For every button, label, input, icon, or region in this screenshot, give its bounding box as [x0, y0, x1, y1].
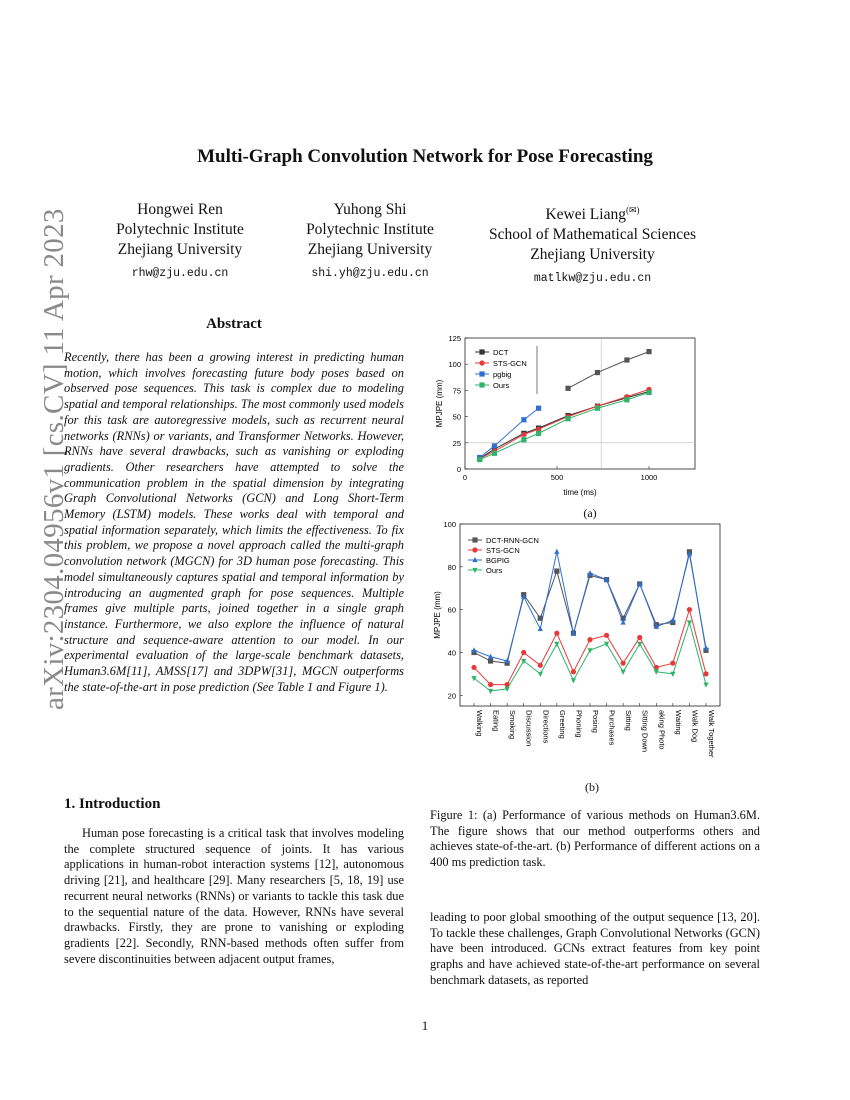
data-point	[565, 416, 570, 421]
legend-label: Ours	[486, 566, 503, 575]
data-point	[670, 617, 675, 622]
author-name: Yuhong Shi	[333, 201, 407, 218]
category-label: Purchases	[607, 710, 617, 746]
data-point	[621, 661, 626, 666]
legend-marker	[479, 360, 484, 365]
author-block-2	[290, 200, 450, 284]
page-number: 1	[421, 1018, 429, 1033]
author-name: Kewei Liang(✉)	[545, 205, 640, 224]
data-point	[621, 670, 626, 675]
data-point	[571, 678, 576, 683]
data-point	[646, 390, 651, 395]
data-point	[492, 443, 497, 448]
chart-a-performance-vs-time	[430, 330, 700, 505]
legend-marker	[479, 349, 484, 354]
category-label: Sitting	[624, 710, 634, 731]
data-point	[624, 397, 629, 402]
series-line	[474, 552, 706, 661]
data-point	[538, 663, 543, 668]
author-block-3	[470, 200, 715, 289]
author-affiliation: Polytechnic Institute	[116, 221, 244, 238]
data-point	[536, 431, 541, 436]
legend-marker	[479, 382, 484, 387]
data-point	[471, 665, 476, 670]
data-point	[587, 637, 592, 642]
series-line	[568, 352, 649, 389]
data-point	[554, 631, 559, 636]
legend-marker	[479, 371, 484, 376]
data-point	[492, 451, 497, 456]
chart-a-label: (a)	[583, 506, 597, 520]
author-email[interactable]: shi.yh@zju.edu.cn	[311, 267, 429, 280]
author-affiliation: Zhejiang University	[307, 241, 433, 258]
data-point	[521, 437, 526, 442]
series-line	[474, 552, 706, 663]
legend-label: STS-GCN	[493, 359, 527, 368]
chart-b-performance-by-action	[430, 518, 730, 780]
y-tick-label: 80	[447, 562, 456, 572]
data-point	[554, 569, 559, 574]
data-point	[587, 570, 592, 575]
data-point	[488, 689, 493, 694]
data-point	[687, 607, 692, 612]
data-point	[536, 406, 541, 411]
paper-title: Multi-Graph Convolution Network for Pose Forecasting	[197, 146, 653, 167]
data-point	[488, 658, 493, 663]
data-point	[521, 432, 526, 437]
legend-label: DCT-RNN-GCN	[486, 536, 539, 545]
data-point	[554, 549, 559, 554]
y-tick-label: 20	[447, 691, 456, 701]
chart-b-label: (b)	[585, 780, 599, 794]
category-label: Greeting	[557, 710, 567, 739]
data-point	[670, 672, 675, 677]
legend-label: DCT	[493, 348, 509, 357]
data-point	[687, 620, 692, 625]
data-point	[521, 417, 526, 422]
category-label: Discussion	[524, 710, 534, 747]
category-label: Sitting Down	[640, 710, 650, 753]
data-point	[670, 661, 675, 666]
x-tick-label: 500	[550, 473, 564, 482]
figure-caption: Figure 1: (a) Performance of various methods on Human3.6M. The figure shows that our method outperforms others and achieves state-of-the-art. (b) Performance of different actions on a 400 ms prediction task.	[430, 808, 760, 870]
data-point	[624, 357, 629, 362]
category-label: Walking	[475, 710, 484, 737]
abstract-heading: Abstract	[206, 316, 262, 332]
y-axis-label: MPJPE (mm)	[433, 591, 442, 639]
legend-label: pgbig	[493, 370, 512, 379]
data-point	[471, 676, 476, 681]
author-affiliation: Zhejiang University	[117, 241, 243, 258]
category-label: Walk Together	[707, 710, 716, 758]
author-affiliation: School of Mathematical Sciences	[488, 226, 697, 244]
author-email[interactable]: matlkw@zju.edu.cn	[533, 272, 652, 286]
y-tick-label: 125	[448, 334, 461, 343]
y-axis-label: MPJPE (mm)	[435, 379, 444, 428]
legend-marker	[472, 547, 477, 552]
data-point	[595, 370, 600, 375]
legend-label: Ours	[493, 381, 510, 390]
abstract-text: Recently, there has been a growing interest in predicting human motion, which involves forecasting future body poses based on observed pose sequences. This task is complex due to modeling spatial and temporal relationships. The most commonly used models for this task are autoregressive models, such as recurrent neural networks (RNNs) or variants, and Transformer Networks. However, RNNs have several drawbacks, such as vanishing or exploding gradients. Other researchers have attempted to solve the communication problem in the spatial dimension by integrating Graph Convolutional Networks (GCN) and Long Short-Term Memory (LSTM) models. These works deal with temporal and spatial information separately, which limits the effectiveness. To fix this problem, we propose a novel approach called the multi-graph convolution network (MGCN) for 3D human pose forecasting. This model simultaneously captures spatial and temporal information by introducing an augmented graph for pose sequences. Multiple frames give multiple parts, joined together in a single graph instance. Furthermore, we also explore the influence of natural structure and sequence-aware attention to our model. In our experimental evaluation of the large-scale benchmark datasets, Human3.6M[11], AMSS[17] and 3DPW[31], MGCN outperforms the state-of-the-art in pose prediction (See Table 1 and Figure 1).	[64, 350, 404, 694]
author-name: Hongwei Ren	[137, 201, 223, 218]
data-point	[646, 349, 651, 354]
y-tick-label: 25	[452, 438, 461, 448]
category-label: aking Photo	[657, 710, 667, 750]
author-email[interactable]: rhw@zju.edu.cn	[131, 267, 229, 280]
data-point	[703, 645, 708, 650]
data-point	[538, 672, 543, 677]
data-point	[521, 650, 526, 655]
data-point	[604, 633, 609, 638]
arxiv-identifier: arXiv:2304.04956v1 [cs.CV] 11 Apr 2023	[38, 208, 70, 710]
author-affiliation: Zhejiang University	[530, 246, 655, 264]
y-tick-label: 100	[443, 520, 456, 529]
author-block-1	[100, 200, 260, 284]
author-affiliation: Polytechnic Institute	[306, 221, 434, 238]
section-heading-introduction: 1. Introduction	[64, 796, 161, 812]
x-tick-label: 0	[462, 473, 468, 482]
data-point	[538, 626, 543, 631]
data-point	[703, 682, 708, 687]
data-point	[477, 457, 482, 462]
legend-marker	[472, 537, 477, 542]
y-tick-label: 40	[447, 648, 456, 658]
category-label: Eating	[491, 710, 501, 732]
envelope-icon: (✉)	[625, 205, 640, 215]
x-tick-label: 1000	[640, 473, 658, 482]
introduction-text: Human pose forecasting is a critical task that involves modeling the complete structured sequence of joints. It has various applications in human-robot interaction systems [12], autonomous driving [21], and healthcare [29]. Many researchers [5, 18, 19] use recurrent neural networks (RNNs) or variants to tackle this task due to the sequential nature of the data. However, RNNs have several drawbacks. Firstly, they are prone to vanishing or exploding gradients [22]. Secondly, RNN-based methods often suffer from severe discontinuities between adjacent output frames,	[64, 826, 404, 966]
y-tick-label: 60	[447, 605, 456, 615]
plot-frame	[465, 338, 695, 469]
y-tick-label: 100	[448, 360, 461, 370]
right-column-text: leading to poor global smoothing of the output sequence [13, 20]. To tackle these challenges, Graph Convolutional Networks (GCN) have been introduced. GCNs extract features from key point graphs and have achieved state-of-the-art performance on several benchmark datasets, as reported	[430, 910, 760, 987]
y-tick-label: 0	[456, 465, 461, 474]
y-tick-label: 50	[452, 412, 461, 422]
x-axis-label: time (ms)	[563, 488, 597, 497]
data-point	[595, 406, 600, 411]
data-point	[637, 635, 642, 640]
data-point	[488, 682, 493, 687]
legend-label: STS-GCN	[486, 546, 520, 555]
category-label: Posing	[591, 710, 600, 733]
series-line	[480, 392, 649, 459]
data-point	[471, 647, 476, 652]
data-point	[565, 386, 570, 391]
data-point	[571, 669, 576, 674]
category-label: Phoning	[574, 710, 584, 738]
category-label: Waiting	[673, 710, 683, 735]
category-label: Directions	[541, 710, 551, 744]
category-label: Smoking	[508, 710, 518, 740]
legend-label: BGPIG	[486, 556, 510, 565]
y-tick-label: 75	[452, 386, 461, 396]
data-point	[703, 671, 708, 676]
category-label: Walk Dog	[690, 710, 700, 743]
